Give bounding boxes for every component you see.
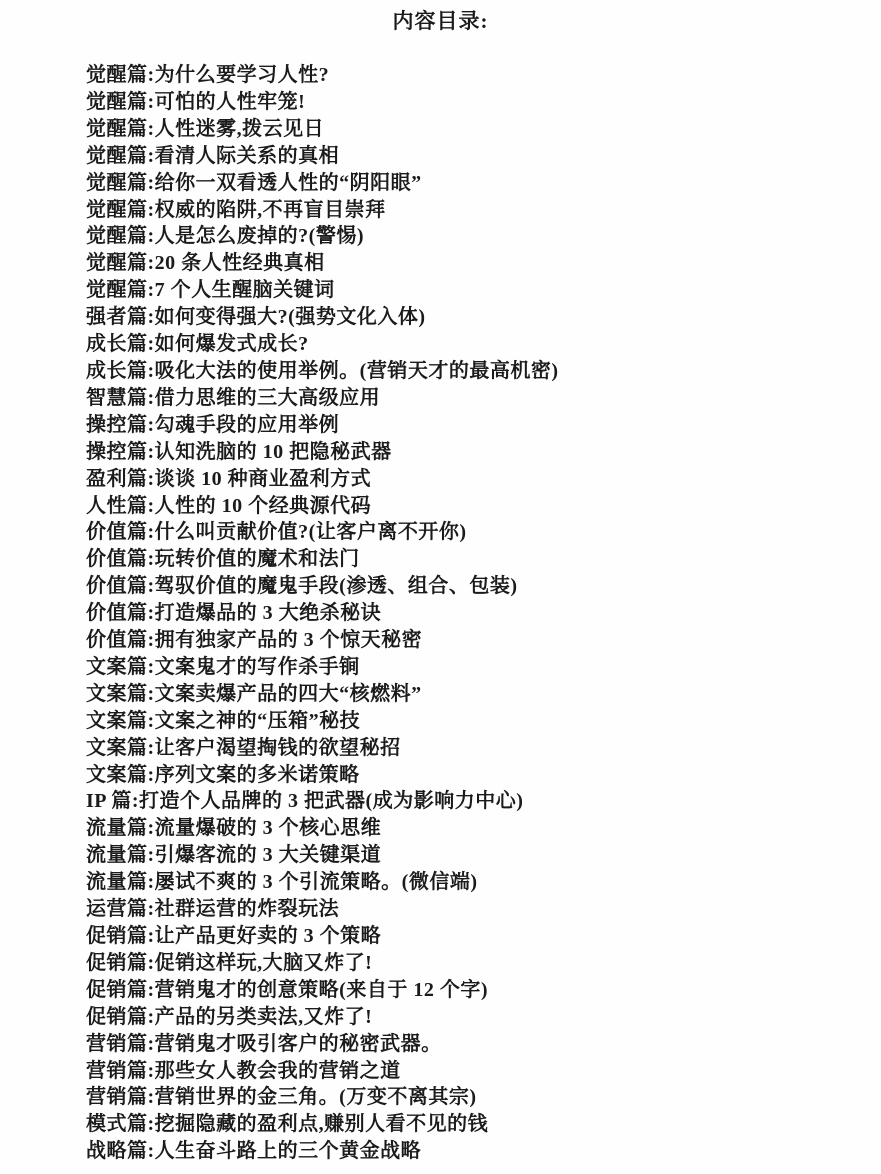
toc-line: 促销篇:产品的另类卖法,又炸了! [86, 1005, 373, 1028]
toc-line: 觉醒篇:人是怎么废掉的?(警惕) [86, 225, 364, 248]
toc-line: 人性篇:人性的 10 个经典源代码 [86, 494, 372, 517]
toc-line: 文案篇:文案之神的“压箱”秘技 [86, 709, 361, 732]
toc-line: 成长篇:如何爆发式成长? [86, 333, 309, 356]
toc-line: 模式篇:挖掘隐藏的盈利点,赚别人看不见的钱 [86, 1113, 489, 1136]
toc-line: 文案篇:序列文案的多米诺策略 [86, 763, 360, 786]
toc-line: 文案篇:让客户渴望掏钱的欲望秘招 [86, 736, 401, 759]
toc-line: 操控篇:认知洗脑的 10 把隐秘武器 [86, 440, 392, 463]
toc-line: 促销篇:让产品更好卖的 3 个策略 [86, 925, 382, 947]
toc-line: 价值篇:驾驭价值的魔鬼手段(渗透、组合、包装) [86, 575, 518, 598]
toc-line: 觉醒篇:为什么要学习人性? [86, 64, 330, 86]
toc-line: 流量篇:屡试不爽的 3 个引流策略。(微信端) [86, 871, 478, 894]
toc-line: 流量篇:引爆客流的 3 大关键渠道 [86, 844, 382, 867]
toc-list [0, 62, 881, 1165]
toc-line: 战略篇:人生奋斗路上的三个黄金战略 [86, 1140, 422, 1163]
toc-line: 盈利篇:谈谈 10 种商业盈利方式 [86, 467, 372, 490]
page-title: 内容目录: [392, 9, 489, 33]
toc-line: 运营篇:社群运营的炸裂玩法 [86, 898, 340, 921]
toc-line: 觉醒篇:给你一双看透人性的“阴阳眼” [86, 171, 422, 194]
toc-line: 营销篇:那些女人教会我的营销之道 [86, 1059, 401, 1082]
toc-line: 营销篇:营销鬼才吸引客户的秘密武器。 [86, 1032, 442, 1055]
toc-line: 觉醒篇:可怕的人性牢笼! [86, 90, 306, 113]
toc-line: 价值篇:拥有独家产品的 3 个惊天秘密 [86, 629, 423, 652]
toc-line: 觉醒篇:权威的陷阱,不再盲目崇拜 [86, 198, 386, 221]
toc-line: 文案篇:文案卖爆产品的四大“核燃料” [86, 682, 422, 705]
toc-line: 成长篇:吸化大法的使用举例。(营销天才的最高机密) [86, 359, 559, 382]
toc-line: 觉醒篇:20 条人性经典真相 [86, 252, 325, 275]
toc-line: 智慧篇:借力思维的三大高级应用 [86, 386, 381, 409]
toc-line: 操控篇:勾魂手段的应用举例 [86, 413, 340, 436]
toc-line: 价值篇:什么叫贡献价值?(让客户离不开你) [86, 521, 467, 544]
toc-line: 觉醒篇:人性迷雾,拨云见日 [86, 117, 325, 140]
toc-line: 促销篇:促销这样玩,大脑又炸了! [86, 951, 373, 974]
toc-line: IP 篇:打造个人品牌的 3 把武器(成为影响力中心) [86, 790, 524, 813]
toc-line: 营销篇:营销世界的金三角。(万变不离其宗) [86, 1086, 477, 1109]
toc-line: 价值篇:玩转价值的魔术和法门 [86, 548, 360, 571]
toc-line: 文案篇:文案鬼才的写作杀手锏 [86, 655, 360, 678]
toc-line: 促销篇:营销鬼才的创意策略(来自于 12 个字) [86, 978, 488, 1001]
toc-line: 觉醒篇:7 个人生醒脑关键词 [86, 279, 335, 302]
toc-line: 强者篇:如何变得强大?(强势文化入体) [86, 306, 426, 329]
toc-line: 价值篇:打造爆品的 3 大绝杀秘诀 [86, 602, 382, 625]
toc-line: 觉醒篇:看清人际关系的真相 [86, 144, 340, 167]
toc-line: 流量篇:流量爆破的 3 个核心思维 [86, 817, 382, 840]
